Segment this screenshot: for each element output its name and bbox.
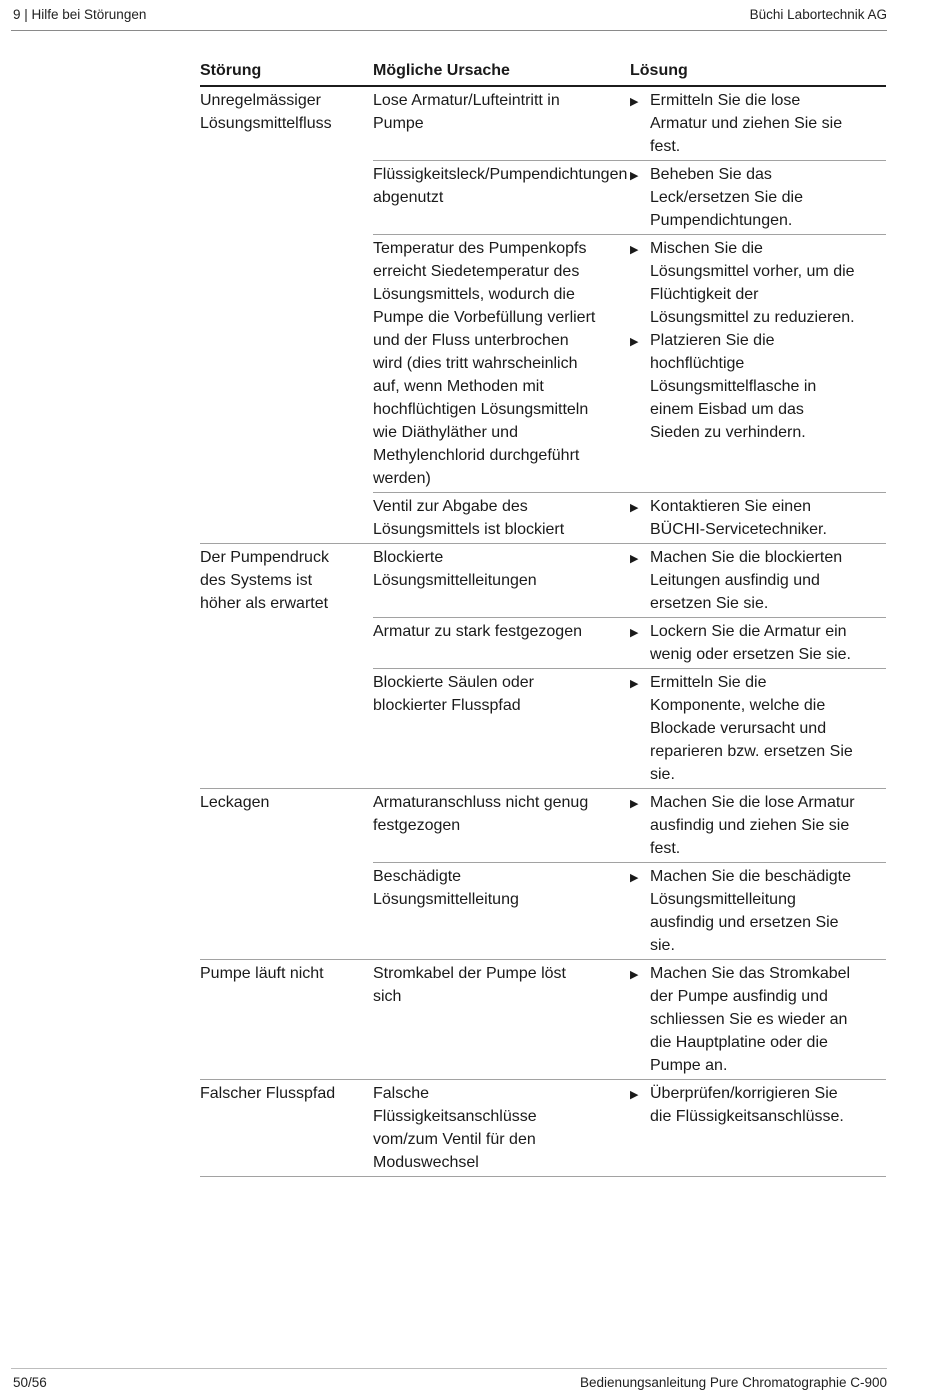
solution-text: Mischen Sie die Lösungsmittel vorher, um die Flüchtigkeit der Lösungsmittel zu reduzieren. [650, 240, 855, 326]
solution-item [630, 1082, 857, 1128]
solution-cell [630, 544, 886, 618]
solution-cell [630, 493, 886, 544]
solution-item [630, 89, 857, 158]
solution-text: Machen Sie das Stromkabel der Pumpe ausfindig und schliessen Sie es wieder an die Hauptplatine oder die Pumpe an. [650, 965, 851, 1074]
column-header-moegliche-ursache: Mögliche Ursache [373, 59, 630, 86]
solution-text: Lockern Sie die Armatur ein wenig oder ersetzen Sie sie. [650, 623, 851, 663]
cause-cell: Ventil zur Abgabe des Lösungsmittels ist blockiert [373, 493, 630, 544]
solution-text: Beheben Sie das Leck/ersetzen Sie die Pumpendichtungen. [650, 166, 803, 229]
table-row [200, 789, 886, 863]
bullet-arrow-icon: ▶ [630, 872, 639, 884]
bullet-arrow-icon: ▶ [630, 798, 639, 810]
solution-item [630, 495, 857, 541]
troubleshooting-table [200, 59, 886, 1177]
bullet-arrow-icon: ▶ [630, 244, 639, 256]
footer-page-number: 50/56 [13, 1375, 47, 1390]
solution-item [630, 329, 857, 444]
bullet-arrow-icon: ▶ [630, 969, 639, 981]
solution-cell [630, 86, 886, 161]
solution-cell [630, 863, 886, 960]
solution-text: Machen Sie die lose Armatur ausfindig und ziehen Sie sie fest. [650, 794, 855, 857]
table-row [200, 86, 886, 161]
cause-cell: Armaturanschluss nicht genug festgezogen [373, 789, 630, 863]
page-footer [11, 1368, 887, 1390]
solution-item [630, 865, 857, 957]
bullet-arrow-icon: ▶ [630, 627, 639, 639]
cause-cell: Blockierte Säulen oder blockierter Flusspfad [373, 669, 630, 789]
solution-item [630, 620, 857, 666]
stoerung-cell: Der Pumpendruck des Systems ist höher als erwartet [200, 544, 373, 789]
solution-text: Machen Sie die blockierten Leitungen ausfindig und ersetzen Sie sie. [650, 549, 843, 612]
solution-cell [630, 161, 886, 235]
bullet-arrow-icon: ▶ [630, 96, 639, 108]
solution-cell [630, 960, 886, 1080]
column-header-stoerung: Störung [200, 59, 373, 86]
solution-item [630, 671, 857, 786]
solution-text: Ermitteln Sie die lose Armatur und ziehen Sie sie fest. [650, 92, 843, 155]
solution-item [630, 546, 857, 615]
solution-item [630, 237, 857, 329]
header-company-name: Büchi Labortechnik AG [749, 7, 887, 22]
solution-text: Platzieren Sie die hochflüchtige Lösungsmittelflasche in einem Eisbad um das Sieden zu verhindern. [650, 332, 817, 441]
table-header-row [200, 59, 886, 86]
solution-cell [630, 235, 886, 493]
stoerung-cell: Leckagen [200, 789, 373, 960]
bullet-arrow-icon: ▶ [630, 678, 639, 690]
cause-cell: Temperatur des Pumpenkopfs erreicht Siedetemperatur des Lösungsmittels, wodurch die Pumpe die Vorbefüllung verliert und der Fluss unterbrochen wird (dies tritt wahrscheinlich auf, wenn Methoden mit hochflüchtigen Lösungsmitteln wie Diäthyläther und Methylenchlorid durchgeführt werden) [373, 235, 630, 493]
solution-cell [630, 618, 886, 669]
stoerung-cell: Pumpe läuft nicht [200, 960, 373, 1080]
bullet-arrow-icon: ▶ [630, 336, 639, 348]
table-row [200, 544, 886, 618]
solution-cell [630, 1080, 886, 1177]
solution-text: Kontaktieren Sie einen BÜCHI-Servicetechniker. [650, 498, 827, 538]
header-section-title: 9 | Hilfe bei Störungen [13, 7, 147, 22]
cause-cell: Flüssigkeitsleck/Pumpendichtungen abgenutzt [373, 161, 630, 235]
bullet-arrow-icon: ▶ [630, 553, 639, 565]
bullet-arrow-icon: ▶ [630, 170, 639, 182]
bullet-arrow-icon: ▶ [630, 502, 639, 514]
page-header [11, 0, 887, 31]
cause-cell: Blockierte Lösungsmittelleitungen [373, 544, 630, 618]
solution-item [630, 791, 857, 860]
solution-cell [630, 789, 886, 863]
cause-cell: Armatur zu stark festgezogen [373, 618, 630, 669]
table-row [200, 960, 886, 1080]
solution-text: Machen Sie die beschädigte Lösungsmittelleitung ausfindig und ersetzen Sie sie. [650, 868, 852, 954]
cause-cell: Lose Armatur/Lufteintritt in Pumpe [373, 92, 560, 132]
cause-cell: Falsche Flüssigkeitsanschlüsse vom/zum Ventil für den Moduswechsel [373, 1080, 630, 1177]
table-row [200, 1080, 886, 1177]
footer-doc-title: Bedienungsanleitung Pure Chromatographie C-900 [580, 1375, 887, 1390]
cause-cell: Stromkabel der Pumpe löst sich [373, 960, 630, 1080]
solution-text: Ermitteln Sie die Komponente, welche die Blockade verursacht und reparieren bzw. ersetzen Sie sie. [650, 674, 853, 783]
bullet-arrow-icon: ▶ [630, 1089, 639, 1101]
stoerung-cell: Falscher Flusspfad [200, 1080, 373, 1177]
cause-cell: Beschädigte Lösungsmittelleitung [373, 863, 630, 960]
solution-item [630, 962, 857, 1077]
stoerung-cell: Unregelmässiger Lösungsmittelfluss [200, 92, 332, 132]
solution-text: Überprüfen/korrigieren Sie die Flüssigkeitsanschlüsse. [650, 1085, 844, 1125]
solution-item [630, 163, 857, 232]
solution-cell [630, 669, 886, 789]
column-header-loesung: Lösung [630, 59, 886, 86]
